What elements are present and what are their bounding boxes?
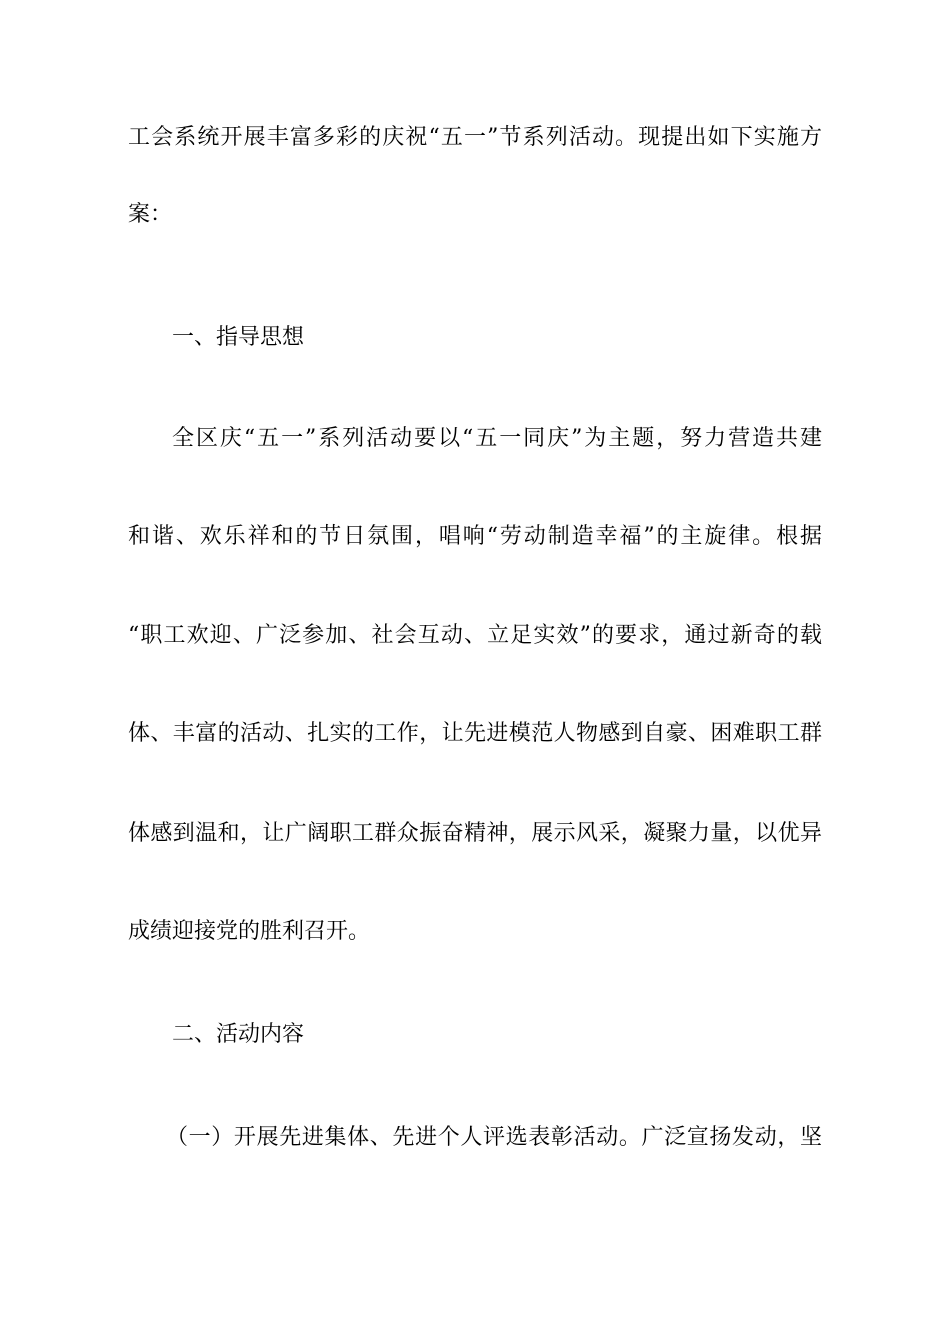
section-heading-activity-content: 二、活动内容 [172,1022,305,1047]
body-text-line: 体、丰富的活动、扎实的工作，让先进模范人物感到自豪、困难职工群 [128,721,822,746]
body-text-line: 全区庆“五一”系列活动要以“五一同庆”为主题，努力营造共建 [172,426,822,451]
body-text-line: “职工欢迎、广泛参加、社会互动、立足实效”的要求，通过新奇的载 [128,623,822,648]
body-text-line: 工会系统开展丰富多彩的庆祝“五一”节系列活动。现提出如下实施方 [128,125,822,150]
body-text-line: 体感到温和，让广阔职工群众振奋精神，展示风采，凝聚力量，以优异 [128,821,822,846]
body-text-line: 成绩迎接党的胜利召开。 [128,919,371,944]
body-text-line: （一）开展先进集体、先进个人评选表彰活动。广泛宣扬发动，坚 [166,1125,822,1150]
body-text-line: 和谐、欢乐祥和的节日氛围，唱响“劳动制造幸福”的主旋律。根据 [128,524,822,549]
section-heading-guiding-ideology: 一、指导思想 [172,325,305,350]
body-text-line: 案： [128,202,173,227]
